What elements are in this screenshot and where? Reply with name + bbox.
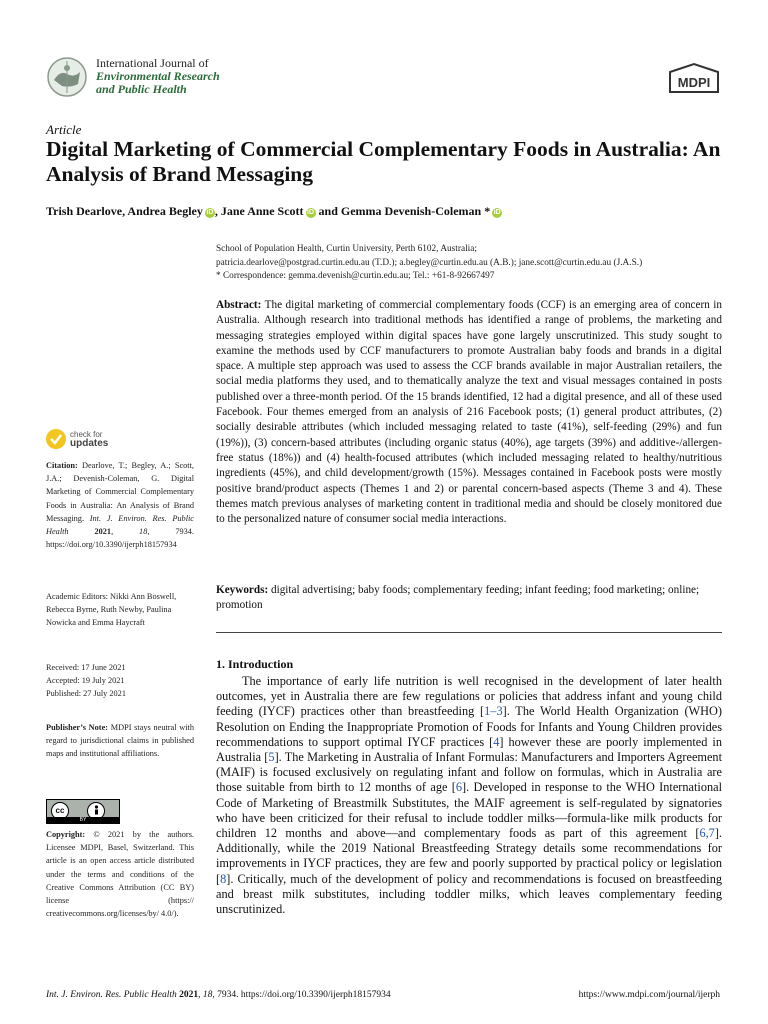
citation-link[interactable]: 1–3 (484, 704, 503, 719)
author-list (46, 204, 502, 219)
author-group-2: , Jane Anne Scott (214, 204, 304, 218)
citation-link[interactable]: 6 (455, 780, 463, 795)
check-updates-label: check for (70, 430, 103, 439)
keywords-label: Keywords: (216, 584, 269, 596)
affiliation-line: School of Population Health, Curtin University, Perth 6102, Australia; (216, 244, 477, 254)
citation-link[interactable]: 6,7 (699, 826, 715, 841)
author-group-3: and Gemma Devenish-Coleman * (315, 204, 491, 218)
keywords-text: digital advertising; baby foods; complementary feeding; infant feeding; food marketing; online; promotion (216, 584, 700, 612)
keywords (216, 583, 722, 614)
footer-year: 2021 (176, 990, 199, 1000)
intro-text: The importance of early life nutrition is well recognised in the development of later health outcomes, yet in Australia there are few regulations or policies that address infant and young child feeding (IYCF) practices other than breastfeeding [ (216, 674, 722, 719)
article-type: Article (46, 122, 82, 137)
citation-link[interactable]: 4 (493, 734, 500, 749)
cc-by-license-badge[interactable] (46, 799, 120, 824)
footer-journal-url[interactable]: https://www.mdpi.com/journal/ijerph (578, 990, 720, 1000)
journal-name (96, 57, 220, 96)
citation-link[interactable]: 5 (268, 750, 275, 765)
mdpi-logo-text: MDPI (677, 75, 711, 90)
citation-journal: Int. J. Environ. Res. Public Health (46, 513, 194, 537)
article-title: Digital Marketing of Commercial Complementary Foods in Australia: An Analysis of Brand Messaging (46, 137, 721, 186)
correspondence: * Correspondence: gemma.devenish@curtin.edu.au; Tel.: +61-8-92667497 (216, 271, 495, 281)
copyright-label: Copyright: (46, 830, 86, 839)
citation-year: 2021 (68, 527, 112, 537)
publication-dates (46, 661, 194, 701)
copyright-notice (46, 828, 194, 920)
check-updates-label-bold: updates (70, 438, 109, 449)
citation-link[interactable]: 8 (220, 871, 227, 886)
intro-text: ] however these are poorly implemented in Australia [ (216, 734, 722, 765)
abstract-label: Abstract: (216, 299, 262, 311)
orcid-icon[interactable]: iD (307, 209, 315, 216)
citation-label: Citation: (46, 461, 78, 470)
journal-name-line2: Environmental Research (96, 69, 220, 83)
publisher-note (46, 721, 194, 761)
author-group-1: Trish Dearlove, Andrea Begley (46, 204, 203, 218)
abstract-text: The digital marketing of commercial complementary foods (CCF) is an emerging area of concern in Australia. Although research into traditional methods has identified a range of problems, the marketing and messaging strategies employed within digital spaces have gone largely unscrutinized. This study sought to examine the methods used by CCF manufacturers to promote Australian baby foods and brands in a digital space. A multiple step approach was used to assess the CCF brands available in major Australian retailers, the social media platforms they used, and to thematically analyze the text and visual messages contained in posts published over a three-month period. Of the 15 brands identified, 12 had a digital presence, and all of these used Facebook. Four themes emerged from an analysis of 216 Facebook posts; (1) general product attributes, (2) socially desirable attributes (which included messaging related to taste (41%), self-feeding (29%) and fun (19%)), (3) concern-based attributes (including organic status (40%), age targets (39%) and additive-/allergen-free status (18%)) and (4) health-focused attributes (which included messaging related to healthy/nutritious ingredients (45%), and child development/growth (15%). Messages contained in Facebook posts were mostly positive brand/product aspects (Themes 1 and 2) or parental concern-based aspects (Theme 3 and 4). These themes match previous analyses of marketing content in traditional media and should be closely monitored due to the personalized nature of consumer social media interactions. (216, 299, 722, 526)
date-published: Published: 27 July 2021 (46, 689, 126, 699)
cc-by-label: BY (47, 817, 119, 823)
date-accepted: Accepted: 19 July 2021 (46, 676, 125, 686)
academic-editors: Academic Editors: Nikki Ann Boswell, Rebecca Byrne, Ruth Newby, Paulina Nowicka and Emma Haycraft (46, 592, 177, 628)
publisher-note-label: Publisher’s Note: (46, 723, 109, 732)
orcid-icon[interactable]: iD (493, 209, 501, 216)
abstract (216, 298, 722, 527)
journal-name-line1: International Journal of (96, 56, 209, 70)
footer-doi[interactable]: 7934. https://doi.org/10.3390/ijerph18157934 (214, 990, 391, 1000)
publisher-note-text: MDPI stays neutral with regard to jurisdictional claims in published maps and institutional affiliations. (46, 723, 194, 759)
orcid-icon[interactable]: iD (206, 209, 214, 216)
journal-logo (46, 56, 88, 98)
check-for-updates-button[interactable] (46, 427, 126, 451)
intro-text: ]. Additionally, while the 2019 National Breastfeeding Strategy details some recommendations for improvements in IYCF practices, they are few and poorly supported by practical policy or legislation [ (216, 826, 722, 886)
intro-text: ]. Developed in response to the WHO International Code of Marketing of Breastmilk Substitutes, the MAIF agreement is self-regulated by signatories who have been criticized for their refusal to include toddler milks—formula-like milk products for children 12 months and above—and complementary foods as part of this agreement [ (216, 780, 722, 841)
intro-text: ]. Critically, much of the development of policy and recommendations is focused on breastfeeding and breast milk substitutes, including toddler milks, which leaves complementary feeding unscrutinized. (216, 871, 722, 917)
journal-name-line3: and Public Health (96, 82, 187, 96)
citation-block (46, 459, 194, 551)
check-updates-icon (46, 429, 66, 449)
footer-citation (46, 990, 391, 1000)
cc-icon: cc (51, 802, 69, 820)
copyright-text: © 2021 by the authors. Licensee MDPI, Basel, Switzerland. This article is an open access article distributed under the terms and conditions of the Creative Commons Attribution (CC BY) license (https:// creativecommons.org/licenses/by/ 4.0/). (46, 830, 194, 919)
citation-text: Dearlove, T.; Begley, A.; Scott, J.A.; Devenish-Coleman, G. Digital Marketing of Commercial Complementary Foods in Australia: An Analysis of Brand Messaging. (46, 461, 194, 523)
date-received: Received: 17 June 2021 (46, 663, 126, 672)
citation-doi[interactable]: 7934. https://doi.org/10.3390/ijerph18157934 (46, 527, 194, 550)
affiliation-emails: patricia.dearlove@postgrad.curtin.edu.au (T.D.); a.begley@curtin.edu.au (A.B.); jane.scott@curtin.edu.au (J.A.S.) (216, 257, 643, 268)
section-divider (216, 632, 722, 633)
intro-text: ]. The World Health Organization (WHO) Resolution on Ending the Inappropriate Promotion of Foods for Infants and Young Children provides recommendations to support optimal IYCF practices [ (216, 704, 723, 749)
citation-volume: , 18, (111, 527, 150, 537)
footer-volume: , 18, (198, 990, 215, 1000)
footer-journal: Int. J. Environ. Res. Public Health (46, 990, 177, 1000)
intro-text: ]. The Marketing in Australia of Infant Formulas: Manufacturers and Importers Agreement (MAIF) is focused exclusively on regulating infant and follow on formulas, which in Australia are those suitable from birth to 12 months of age [ (216, 750, 723, 795)
affiliations (216, 243, 726, 284)
intro-heading: 1. Introduction (216, 657, 294, 671)
intro-paragraph (216, 674, 722, 917)
mdpi-logo (666, 62, 722, 94)
